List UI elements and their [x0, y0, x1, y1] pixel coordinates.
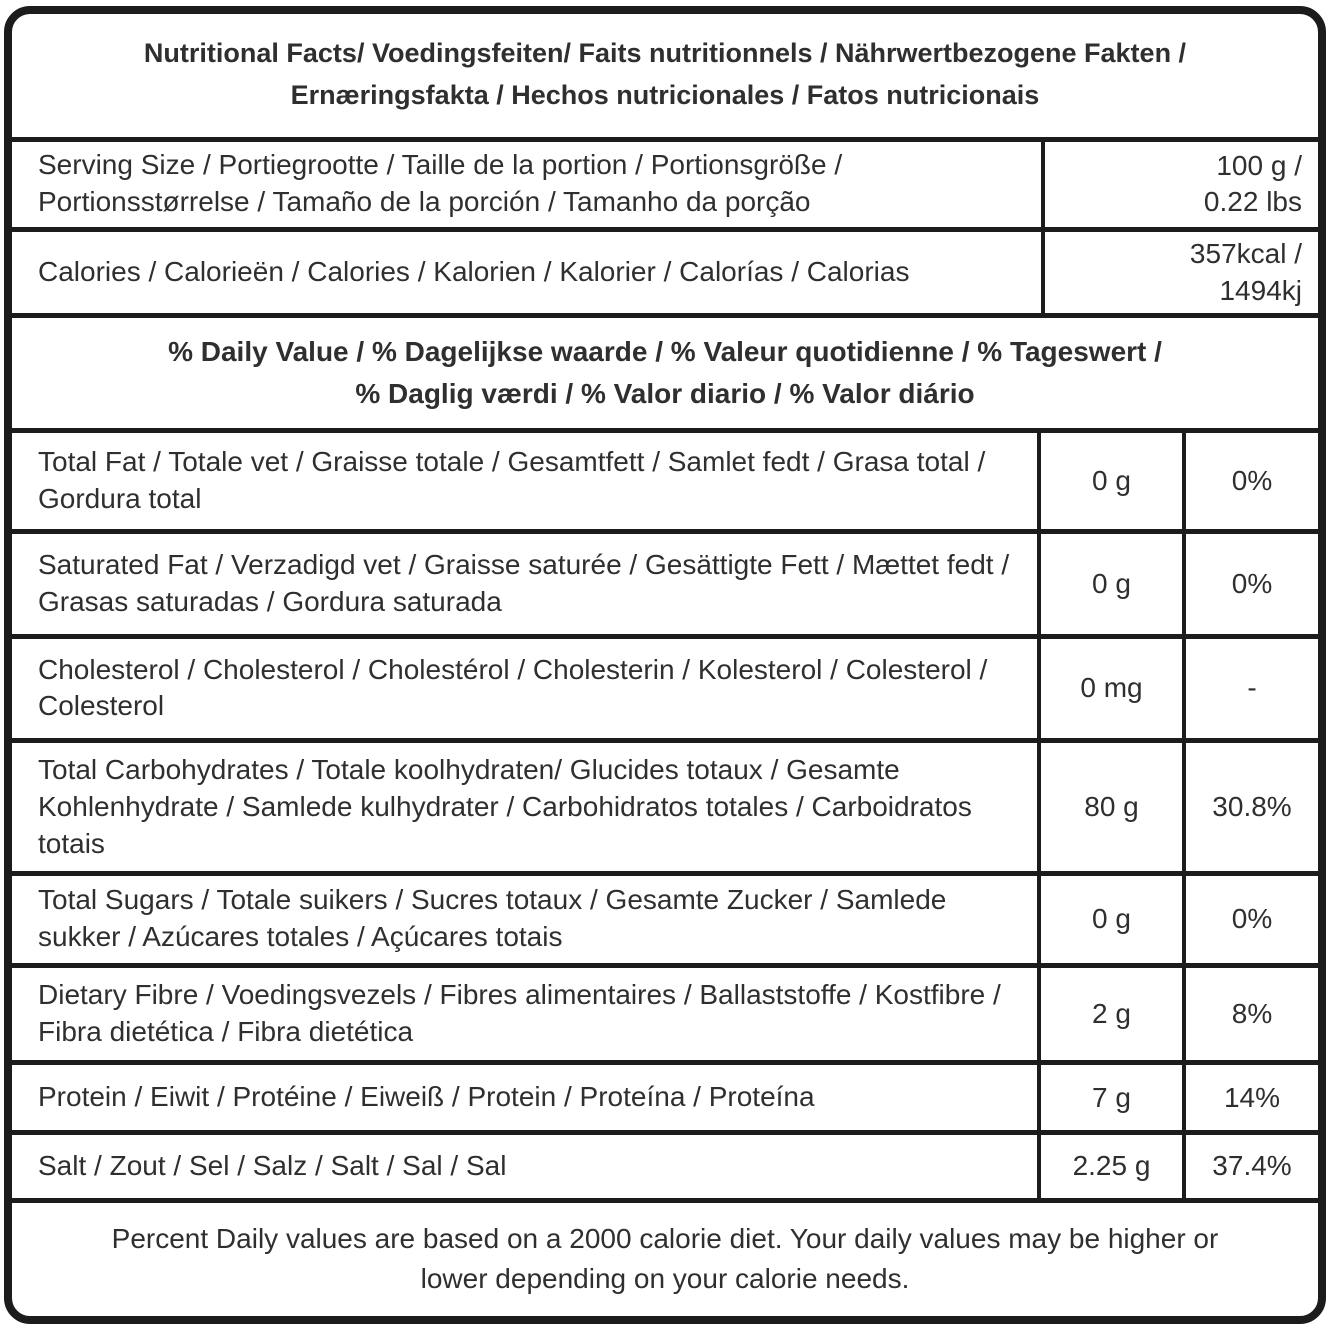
- nutrient-amount: 0 g: [1037, 433, 1182, 529]
- calories-row: [12, 227, 1318, 313]
- nutrient-percent: 0%: [1182, 876, 1318, 962]
- nutrient-percent: 37.4%: [1182, 1135, 1318, 1198]
- nutrient-percent: -: [1182, 639, 1318, 738]
- title-line-2: Ernæringsfakta / Hechos nutricionales / Fatos nutricionais: [290, 80, 1040, 111]
- nutrient-amount: 0 g: [1037, 534, 1182, 635]
- daily-value-header-line-2: % Daglig værdi / % Valor diario / % Valor diário: [355, 378, 975, 410]
- footer-row: [12, 1198, 1318, 1316]
- daily-value-header: [12, 318, 1318, 427]
- serving-size-row: [12, 137, 1318, 227]
- nutrient-label-text: Total Sugars / Totale suikers / Sucres totaux / Gesamte Zucker / Samlede sukker / Azúcares totales / Açúcares totais: [38, 884, 947, 953]
- nutrient-percent: 0%: [1182, 433, 1318, 529]
- serving-size-value: [1041, 142, 1318, 227]
- nutrient-amount: 2 g: [1037, 968, 1182, 1061]
- nutrient-label: [12, 743, 1037, 871]
- nutrient-label-text: Cholesterol / Cholesterol / Cholestérol / Cholesterin / Kolesterol / Colesterol / Colesterol: [38, 653, 988, 722]
- nutrient-label-text: Dietary Fibre / Voedingsvezels / Fibres alimentaires / Ballaststoffe / Kostfibre / Fibra dietética / Fibra dietética: [38, 979, 1001, 1047]
- nutrient-label-text: Total Carbohydrates / Totale koolhydraten/ Glucides totaux / Gesamte Kohlenhydrate / Samlede kulhydrater / Carbohidratos totales / Carboidratos totais: [38, 753, 972, 859]
- calories-value: [1041, 232, 1318, 313]
- nutrient-label: [12, 534, 1037, 635]
- nutrient-row-salt: [12, 1130, 1318, 1198]
- calories-value-line-1: 357kcal /: [1189, 238, 1302, 270]
- nutrient-label: [12, 433, 1037, 529]
- serving-size-value-line-1: 100 g /: [1216, 149, 1302, 181]
- nutrient-label-text: Protein / Eiwit / Protéine / Eiweiß / Protein / Proteína / Proteína: [38, 1081, 815, 1113]
- nutrient-amount: 0 mg: [1037, 639, 1182, 738]
- nutrition-facts-label: [4, 6, 1326, 1324]
- nutrient-label: [12, 639, 1037, 738]
- nutrient-amount: 7 g: [1037, 1065, 1182, 1129]
- calories-label: [12, 232, 1041, 313]
- disclaimer-line-2: lower depending on your calorie needs.: [420, 1263, 910, 1295]
- nutrient-percent: 30.8%: [1182, 743, 1318, 871]
- serving-size-label-text: Serving Size / Portiegrootte / Taille de la portion / Portionsgröße / Portionsstørrelse / Tamaño de la porción / Tamanho da porção: [38, 149, 843, 218]
- nutrient-row-dietary-fibre: [12, 963, 1318, 1061]
- nutrient-label: [12, 968, 1037, 1061]
- nutrient-percent: 8%: [1182, 968, 1318, 1061]
- nutrient-amount: 80 g: [1037, 743, 1182, 871]
- disclaimer-line-1: Percent Daily values are based on a 2000 calorie diet. Your daily values may be higher or: [111, 1222, 1219, 1254]
- daily-value-header-row: [12, 313, 1318, 427]
- nutrient-row-total-carbohydrates: [12, 738, 1318, 871]
- title-line-1: Nutritional Facts/ Voedingsfeiten/ Faits nutritionnels / Nährwertbezogene Fakten /: [143, 38, 1187, 69]
- nutrient-amount: 2.25 g: [1037, 1135, 1182, 1198]
- nutrient-label: [12, 1135, 1037, 1198]
- nutrient-row-protein: [12, 1060, 1318, 1129]
- nutrient-row-cholesterol: [12, 634, 1318, 738]
- nutrient-label-text: Saturated Fat / Verzadigd vet / Graisse saturée / Gesättigte Fett / Mættet fedt / Grasas saturadas / Gordura saturada: [38, 548, 1010, 617]
- calories-value-line-2: 1494kj: [1219, 274, 1302, 306]
- nutrient-label: [12, 1065, 1037, 1129]
- nutrient-label: [12, 876, 1037, 962]
- nutrient-row-saturated-fat: [12, 529, 1318, 635]
- serving-size-value-line-2: 0.22 lbs: [1203, 186, 1302, 218]
- nutrient-percent: 14%: [1182, 1065, 1318, 1129]
- nutrient-label-text: Total Fat / Totale vet / Graisse totale / Gesamtfett / Samlet fedt / Grasa total / Gordura total: [38, 445, 986, 514]
- calories-label-text: Calories / Calorieën / Calories / Kalorien / Kalorier / Calorías / Calorias: [38, 256, 910, 288]
- nutrient-row-total-sugars: [12, 871, 1318, 962]
- nutrient-percent: 0%: [1182, 534, 1318, 635]
- title-row: [12, 14, 1318, 137]
- nutrient-label-text: Salt / Zout / Sel / Salz / Salt / Sal / Sal: [38, 1149, 507, 1181]
- nutrient-row-total-fat: [12, 428, 1318, 529]
- label-title: [12, 14, 1318, 137]
- daily-value-header-line-1: % Daily Value / % Dagelijkse waarde / % Valeur quotidienne / % Tageswert /: [168, 336, 1162, 368]
- serving-size-label: [12, 142, 1041, 227]
- daily-values-disclaimer: [12, 1203, 1318, 1316]
- nutrient-amount: 0 g: [1037, 876, 1182, 962]
